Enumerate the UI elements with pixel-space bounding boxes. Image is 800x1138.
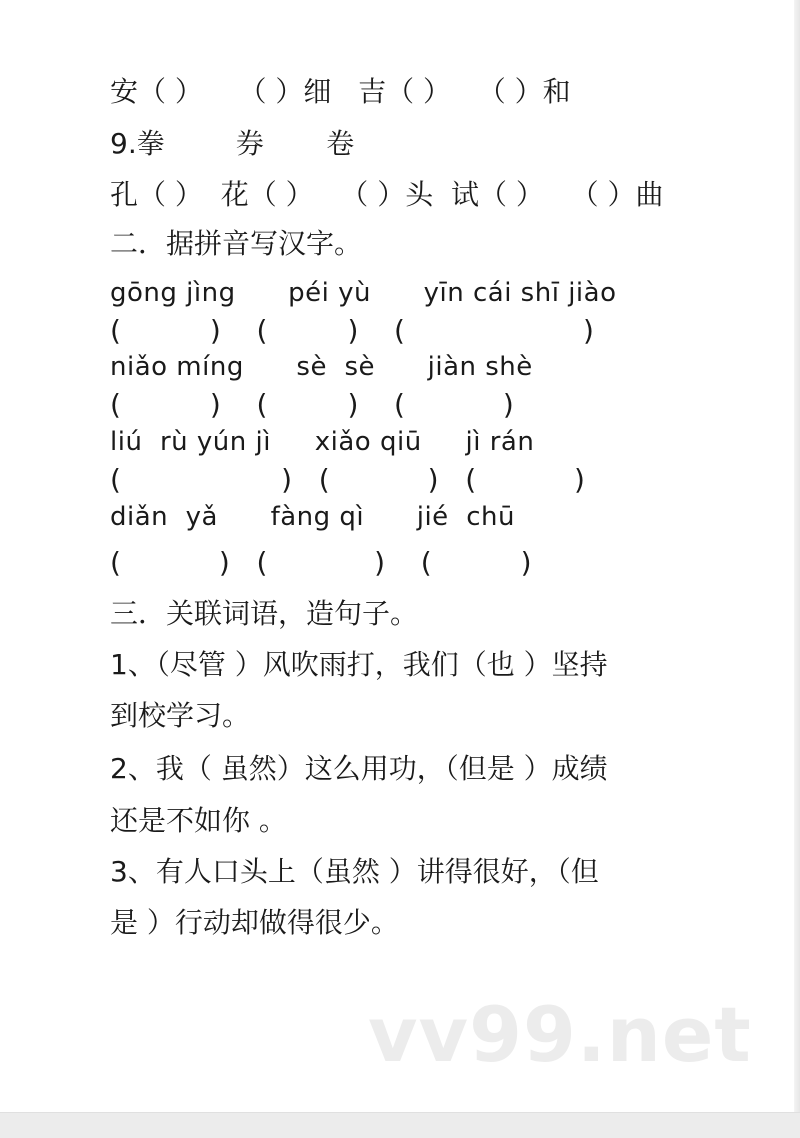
sentence-3-line-1: 3、有人口头上（虽然 ）讲得很好，（但: [110, 855, 599, 888]
page-edge-shadow: [794, 0, 800, 1137]
sentence-1-line-2: 到校学习。: [110, 699, 251, 732]
sentence-2-line-2: 还是不如你 。: [110, 804, 287, 837]
pinyin-row-2: niǎo míng sè sè jiàn shè: [110, 352, 533, 382]
line-fill-an-xi-ji-he: 安（ ） （ ）细 吉（ ） （ ）和: [110, 75, 571, 108]
answer-blanks-row-4: ( ) ( ) ( ): [110, 546, 532, 579]
line-fill-kong-hua-tou-shi-qu: 孔（ ） 花（ ） （ ）头 试（ ） （ ）曲: [110, 178, 664, 211]
answer-blanks-row-3: ( ) ( ) ( ): [110, 463, 585, 496]
pinyin-row-4: diǎn yǎ fàng qì jié chū: [110, 502, 515, 532]
section-2-heading: 二．据拼音写汉字。: [110, 227, 363, 260]
section-3-heading: 三．关联词语，造句子。: [110, 597, 419, 630]
watermark: vv99.net: [368, 990, 752, 1079]
pinyin-row-1: gōng jìng péi yù yīn cái shī jiào: [110, 278, 617, 308]
line-9-quan-juan: 9.拳 券 卷: [110, 127, 355, 160]
answer-blanks-row-1: ( ) ( ) ( ): [110, 314, 594, 347]
sentence-1-line-1: 1、（尽管 ）风吹雨打，我们（也 ）坚持: [110, 648, 608, 681]
pinyin-row-3: liú rù yún jì xiǎo qiū jì rán: [110, 427, 535, 457]
page-bottom-strip: [0, 1112, 800, 1138]
answer-blanks-row-2: ( ) ( ) ( ): [110, 388, 514, 421]
sentence-3-line-2: 是 ）行动却做得很少。: [110, 906, 399, 939]
sentence-2-line-1: 2、我（ 虽然）这么用功，（但是 ）成绩: [110, 752, 608, 785]
